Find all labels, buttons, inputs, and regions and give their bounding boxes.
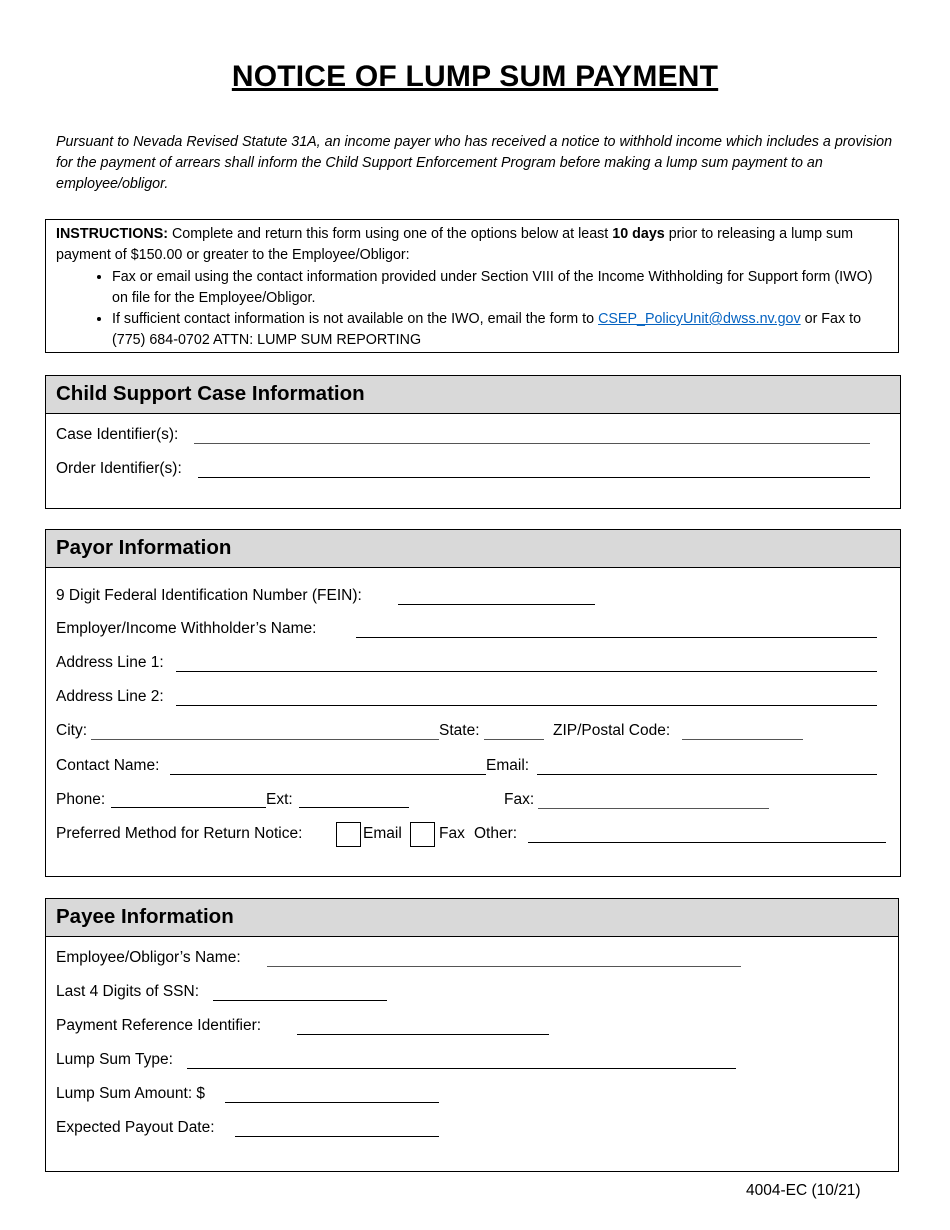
- case-id-field[interactable]: [194, 443, 870, 444]
- other-field[interactable]: [528, 842, 886, 843]
- fax-field[interactable]: [538, 808, 769, 809]
- ext-label: Ext:: [266, 791, 293, 808]
- payment-reference-label: Payment Reference Identifier:: [56, 1017, 262, 1034]
- instructions-days: 10 days: [612, 226, 665, 242]
- employer-name-label: Employer/Income Withholder’s Name:: [56, 620, 317, 637]
- zip-label: ZIP/Postal Code:: [553, 722, 671, 739]
- lump-sum-amount-label: Lump Sum Amount: $: [56, 1085, 206, 1102]
- phone-field[interactable]: [111, 807, 266, 808]
- payment-reference-field[interactable]: [297, 1034, 549, 1035]
- contact-name-label: Contact Name:: [56, 757, 160, 774]
- ssn-label: Last 4 Digits of SSN:: [56, 983, 200, 1000]
- policy-unit-email-link[interactable]: CSEP_PolicyUnit@dwss.nv.gov: [598, 311, 801, 327]
- fax-label: Fax:: [504, 791, 535, 808]
- address-line-1-label: Address Line 1:: [56, 654, 164, 671]
- city-label: City:: [56, 722, 87, 739]
- ssn-field[interactable]: [213, 1000, 387, 1001]
- expected-payout-date-label: Expected Payout Date:: [56, 1119, 215, 1136]
- zip-field[interactable]: [682, 739, 803, 740]
- fax-checkbox[interactable]: [410, 822, 435, 847]
- order-id-field[interactable]: [198, 477, 870, 478]
- payee-info-header: Payee Information: [46, 899, 898, 937]
- lump-sum-type-label: Lump Sum Type:: [56, 1051, 173, 1068]
- instructions-label: INSTRUCTIONS:: [56, 226, 168, 242]
- instructions-bullet-2: • If sufficient contact information is not available on the IWO, email the form to CSEP_PolicyUnit@dwss.nv.gov or Fax to (775) 684-0702 ATTN: LUMP SUM REPORTING: [112, 309, 888, 351]
- email-option-label: Email: [363, 825, 402, 842]
- instructions-list: [56, 267, 888, 351]
- other-label: Other:: [474, 825, 518, 842]
- case-info-section: [45, 375, 901, 509]
- payee-info-section: [45, 898, 899, 1172]
- case-id-label: Case Identifier(s):: [56, 426, 179, 443]
- fax-option-label: Fax: [439, 825, 465, 842]
- page-title: NOTICE OF LUMP SUM PAYMENT: [231, 60, 719, 93]
- address-line-2-field[interactable]: [176, 705, 877, 706]
- preferred-method-label: Preferred Method for Return Notice:: [56, 825, 303, 842]
- case-info-header: Child Support Case Information: [46, 376, 900, 414]
- obligor-name-label: Employee/Obligor’s Name:: [56, 949, 241, 966]
- obligor-name-field[interactable]: [267, 966, 741, 967]
- instructions-box: [45, 219, 899, 353]
- address-line-1-field[interactable]: [176, 671, 877, 672]
- fein-label: 9 Digit Federal Identification Number (FEIN):: [56, 587, 362, 604]
- employer-name-field[interactable]: [356, 637, 877, 638]
- phone-label: Phone:: [56, 791, 106, 808]
- form-number: 4004-EC (10/21): [746, 1182, 861, 1199]
- payor-info-section: [45, 529, 901, 877]
- address-line-2-label: Address Line 2:: [56, 688, 164, 705]
- contact-name-field[interactable]: [170, 774, 486, 775]
- city-field[interactable]: [91, 739, 439, 740]
- intro-paragraph: Pursuant to Nevada Revised Statute 31A, an income payer who has received a notice to withhold income which includes a provision for the payment of arrears shall inform the Child Support Enforcement Program before making a lump sum payment to an employee/obligor.: [56, 134, 893, 192]
- fein-field[interactable]: [398, 604, 595, 605]
- expected-payout-date-field[interactable]: [235, 1136, 439, 1137]
- instructions-text: INSTRUCTIONS: Complete and return this form using one of the options below at least 10 days prior to releasing a lump sum payment of $150.00 or greater to the Employee/Obligor:: [56, 226, 854, 263]
- email-label: Email:: [486, 757, 530, 774]
- payor-info-header: Payor Information: [46, 530, 900, 568]
- lump-sum-type-field[interactable]: [187, 1068, 736, 1069]
- order-id-label: Order Identifier(s):: [56, 460, 182, 477]
- email-checkbox[interactable]: [336, 822, 361, 847]
- email-field[interactable]: [537, 774, 877, 775]
- ext-field[interactable]: [299, 807, 409, 808]
- state-label: State:: [439, 722, 480, 739]
- instructions-bullet-1: • Fax or email using the contact information provided under Section VIII of the Income Withholding for Support form (IWO) on file for the Employee/Obligor.: [112, 267, 888, 309]
- state-field[interactable]: [484, 739, 544, 740]
- lump-sum-amount-field[interactable]: [225, 1102, 439, 1103]
